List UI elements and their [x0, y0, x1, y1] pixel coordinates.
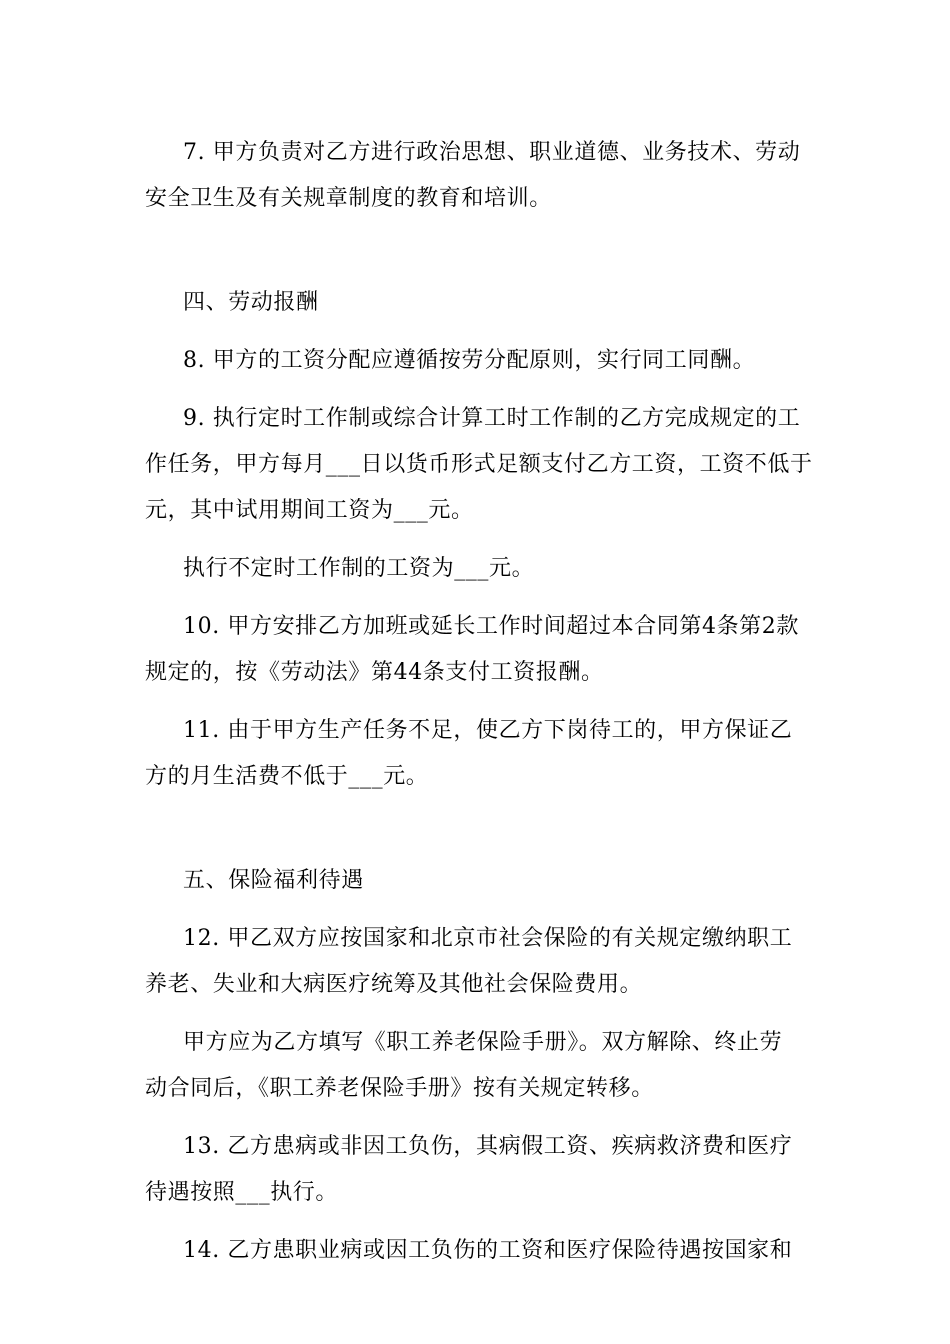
text-line: 8. 甲方的工资分配应遵循按劳分配原则，实行同工同酬。: [183, 348, 756, 373]
paragraph-spacer: [145, 1008, 815, 1020]
text-line: 9. 执行定时工作制或综合计算工时工作制的乙方完成规定的工: [183, 406, 801, 431]
paragraph-spacer: [145, 534, 815, 546]
paragraph-spacer: [145, 1112, 815, 1124]
text-line: 动合同后，《职工养老保险手册》按有关规定转移。: [145, 1076, 654, 1101]
text-line: 五、保险福利待遇: [183, 868, 364, 893]
paragraph-spacer: [145, 384, 815, 396]
text-line: 四、劳动报酬: [183, 290, 319, 315]
section-gap: [145, 800, 815, 858]
text-line: 10. 甲方安排乙方加班或延长工作时间超过本合同第4条第2款: [183, 614, 799, 639]
text-line: 养老、失业和大病医疗统筹及其他社会保险费用。: [145, 972, 643, 997]
text-line: 作任务，甲方每月___日以货币形式足额支付乙方工资，工资不低于: [145, 452, 813, 477]
section-gap: [145, 222, 815, 280]
text-line: 执行不定时工作制的工资为___元。: [183, 556, 535, 581]
text-line: 方的月生活费不低于___元。: [145, 764, 429, 789]
text-line: 甲方应为乙方填写《职工养老保险手册》。双方解除、终止劳: [183, 1030, 783, 1055]
text-line: 11. 由于甲方生产任务不足，使乙方下岗待工的，甲方保证乙: [183, 718, 793, 743]
text-line: 规定的，按《劳动法》第44条支付工资报酬。: [145, 660, 604, 685]
text-line: 待遇按照___执行。: [145, 1180, 339, 1205]
paragraph-spacer: [145, 1216, 815, 1228]
text-line: 7. 甲方负责对乙方进行政治思想、职业道德、业务技术、劳动: [183, 140, 801, 165]
paragraph-spacer: [145, 326, 815, 338]
document-body: [145, 130, 815, 1274]
paragraph-spacer: [145, 904, 815, 916]
text-line: 13. 乙方患病或非因工负伤，其病假工资、疾病救济费和医疗: [183, 1134, 793, 1159]
paragraph-spacer: [145, 696, 815, 708]
paragraph-spacer: [145, 592, 815, 604]
text-line: 元，其中试用期间工资为___元。: [145, 498, 474, 523]
text-line: 12. 甲乙双方应按国家和北京市社会保险的有关规定缴纳职工: [183, 926, 793, 951]
text-line: 14. 乙方患职业病或因工负伤的工资和医疗保险待遇按国家和: [183, 1238, 793, 1263]
text-line: 安全卫生及有关规章制度的教育和培训。: [145, 186, 552, 211]
